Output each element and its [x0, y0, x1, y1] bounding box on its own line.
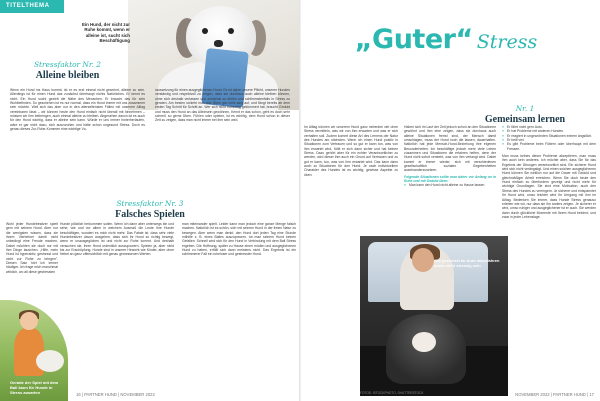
section3-col0: Wohl jeder Hundebesitzer spielt gern mit seinem Hund. Aber nur die wenigsten wissen, dass sie ihrem Vierbeiner damit nicht unbedingt eine Freude machen. Dabei möchten sie doch nur mit ihm Dinge tauschen. „Hilfe, mein Hund ist hyperaktiv, gestresst und nicht zur Ruhe zu bringen". Diesen Satz hört ich immer häufiger. Ich frage mich manchmal wirklich, wo all diese gestressten	[6, 222, 58, 274]
car-photo-caption: Gut gesichert im Auto mitzufahren muss nicht stressig sein	[434, 258, 500, 268]
section1-bullets-right	[502, 125, 596, 151]
kid-dog	[36, 350, 64, 372]
article-title	[316, 24, 576, 55]
title-stress: Stress	[476, 31, 538, 53]
section1-highlight: Folgende Situationen sollte man daher vor Anfang an in Ruhe und mit Geduld üben:	[404, 174, 496, 184]
section1-col3-wrap	[502, 125, 596, 219]
section2-heading	[10, 60, 125, 81]
left-folio: 16 | PARTNER HUND | NOVEMBER 2022	[76, 392, 155, 397]
right-folio: NOVEMBER 2022 | PARTNER HUND | 17	[515, 392, 594, 397]
right-page	[300, 0, 600, 401]
dog-nose	[214, 40, 223, 47]
kid-with-dog-photo	[0, 300, 68, 401]
section3-heading	[95, 199, 205, 220]
section2-label: Stressfaktor Nr. 2	[33, 60, 102, 69]
bullet-item: » Er fährt nicht gern Auto.	[502, 125, 596, 129]
bullet-item: » Man kann den Hund nicht alleine zu Hause lassen	[404, 183, 496, 187]
section2-col2: raussetzung für einen ausgeglichenen Hund. Es ist daher unsere Pflicht, unseren Hunden verständig und respektvoll zu zeigen, dass sie durchaus auch alleine bleiben können, ohne sich deshalb verlassen und zunächst zu fühlen und schlimmstenfalls in Stress zu geraten. Am besten schiebt man das Üben gar nicht lang auf, und fängt bereits ab dem ersten Tag Schritt für Schritt an. Wer sich nicht frühzeitig gekümmert hat, braucht Geduld und muss den Hund an das Alleinsein gewöhnen. Kennt er das schon, geht es doch sehr schnell, so gerne Üben. Fühlen oder spielen, ist es wichtig, dem Hund schon in dieser Zeit zu zeigen, dass man nicht immer bei ihm sein wird.	[155, 88, 290, 123]
section3-body	[60, 222, 296, 257]
bullet-item: » Er bellt viel.	[502, 138, 596, 142]
car-dog-photo	[360, 236, 508, 396]
section1-col2: Haben sich im Lauf der Zeit jedoch schon an den Situationen gewöhnt und ihm eine zeigen, dass sie durchaus auch alleine Situationen fremd sind, der Mensch damit umschlagen, muss der Hund noch die lassen, dauerhaften. Natürlich hat jede Mensch-Hund-Beziehung ihre eigenen Besonderheiten. Ich beschäftige jedoch mehr viele Leben zusammen und Situationen die erfahren helfen, denn der Hund nicht sofort versteht, was von ihm verlangt wird. Dabei kommt er immer wieder, sich mit verschiedenen gesellschaftlich sozialen Gegebenheiten auseinanderzusetzen.	[404, 125, 496, 173]
section1-col1: Im Alltag können wir unserem Hund ganz nebenbei viel ohne Stress vermitteln, was wir von ihm erwarten und was er sich verhalten soll. Zudem kommt diese Art des Lernens der Natur des Hundes am nächsten. Wenn ich einen Hund positiv in Situationen zum Vertrauen und so gut er kann tun, was von ihm erwartet wird, fühlt er sich dann sicher und hat keinen Stress. Dazu gehört aber für ein echter Verantwortlicher zu werden, wird dieser ihm auch ein Grund auf Vertrauen und zu gut er kann, tun, was von ihm erwartet wird. Das kann dann auch zu Situationen für den Hund. Je nach individuellem Charakter des Hundes ist es wichtig, gewisse Aspekte zu üben.	[304, 125, 398, 177]
dog-photo-caption: Ein Hund, der nicht zur Ruhe kommt, wenn er alleine ist, sucht sich Beschäftigung	[81, 22, 130, 44]
section3-label: Stressfaktor Nr. 3	[116, 199, 184, 208]
dog-eye-right	[228, 28, 234, 34]
photo-credit: FOTOS: ISTOCKPHOTO, SHUTTERSTOCK	[360, 391, 424, 395]
section2-body	[10, 88, 290, 164]
car-dog-face	[412, 332, 436, 352]
bullet-item: » Er reagiert in ungewohnten Situationen extrem ängstlich.	[502, 134, 596, 138]
section3-col1: Hunde plötzlich herkommen sollen. Wenn ich dann aber unterwegs bin und sehe, wie und vor allem in welchem Ausmaß die Leute ihre Hunde beschäftigen, wundert es mich nicht mehr. Das Fatale ist, dass sehr viele Hundebesitzer davon ausgehen, dass sich ihr Hund so richtig bewegt, wenn er unausgeglichen ist und nicht zur Ruhe kommt. Und deshalb versuchen sie, ihren Hund ordentlich auszupowern. Spielen ja, aber nicht bis zur Erschöpfung. Hunde sind in unserer Hinsicht wie Kinder, aber ohne Nebel an ganz offensichtlich mit genau gemessenen Werten.	[60, 222, 174, 257]
section1-col3: Man muss keines dieser Probleme akzeptieren, man muss ihm auch kein anderes. Ich möchte aber, dass Sie für das Ergebnis der Übungen verantwortlich sind. Ein sicherer Hund wird sich nicht verängstigt. Und einen solchen ausgeglichenen Hund können Sie wirklich nur auf die Dauer mit Geduld und gleichmäßiger Arbeit erreichen. Wenn Sie doch heute den Hund einfach zu überfordern gezeigt und nicht mehr für wichtige Grundlagen. Sie sind eine Motivation, auch den Stress des Hundes zu verringern. Je sicherer und entspannter Ihr Hund wird, umso leichter wird Ihr Umgang mit ihm im Alltag. Bedenken Sie immer, dass Hunde Stress genauso erleben wie wir, nur dass sie ihn anders zeigen. Je sicherer er wird, umso ruhiger und ausgeglichener ist er auch. Sie werden dann durch glückliche Momente mit Ihrem Hund belohnt, und zwar in jeder Lebenslage.	[502, 154, 596, 219]
kid-photo-caption: Gerade der Spiel mit dem Ball kann für Hunde in Stress ausarten	[10, 380, 59, 395]
section1-col2-wrap	[404, 125, 496, 188]
dog-eye-left	[202, 28, 208, 34]
kid-head	[20, 312, 38, 330]
section2-title: Alleine bleiben	[35, 70, 100, 81]
bullet-item: » Er hat Probleme mit anderen Hunden.	[502, 129, 596, 133]
section3-col2: man miteinander spielt. Leider kann man jedoch eine ganze Menge falsch machen. Natürlich ist es schön, sich mit seinem Hund in der freien Natur zu bewegen. Aber wenn man denkt, den Hund dort jeden Tag eine Stunde mithilfe z. B. eines Balles auszupowern, tut man seinem Hund keinen Gefallen. Schnell wird sich für den Hund in Verbindung mit dem Ball Stress ergeben. Die Hoffnung, später zu Hause einen müden und ausgeglichenen Hund zu haben, erfüllt sich dann meistens nicht. Das Ergebnis ist ein schlimmerer Fall ein ruheloser und gestresster Hund.	[182, 222, 296, 257]
section1-label: Nr. 1	[515, 104, 535, 113]
section1-title: Gemeinsam lernen	[484, 114, 566, 125]
section1-heading	[455, 104, 595, 125]
section2-col1: Wenn ein Hund ins Haus kommt, ist er es erst einmal nicht gewohnt, alleine zu sein. Allerdings ist für einen Hund das zunächst überhaupt nichts Natürliches. Er kennt es nicht. Ein Hund sucht gezielt die Nähe des Menschen. Er braucht das für sein Wohlbefinden. So geschehen ist es nur normal, dass ein Hund immer mit uns zusammen sein möchte. Weil sich das aber nur in den allerseltensten Fällen mit unserem Alltag vereinbaren lässt – wir können heute den Hund einfach nicht überall mit hinnehmen – müssen wir ihm beibringen, auch einmal alleine zu bleiben. Abgesehen davon ist es auch für den Hund wichtig, dass er alleine sein kann. Würde er uns immer hinterherlaufen, wäre er gar nicht dazu, sich auszuruhen und hätte schon ungesund Stress. Doch es genau dieses Zur-Ruhe-Kommen eine wichtige Vo-	[10, 88, 145, 132]
title-guter: „Guter“	[354, 24, 473, 55]
bullet-item: » Es gibt Probleme beim Füttern oder überhaupt mit dem Fressen.	[502, 142, 596, 151]
car-person-head	[412, 248, 434, 272]
section-ribbon: TITELTHEMA	[0, 0, 64, 13]
section1-bullets-mid	[404, 183, 496, 187]
section3-title: Falsches Spielen	[115, 209, 185, 220]
